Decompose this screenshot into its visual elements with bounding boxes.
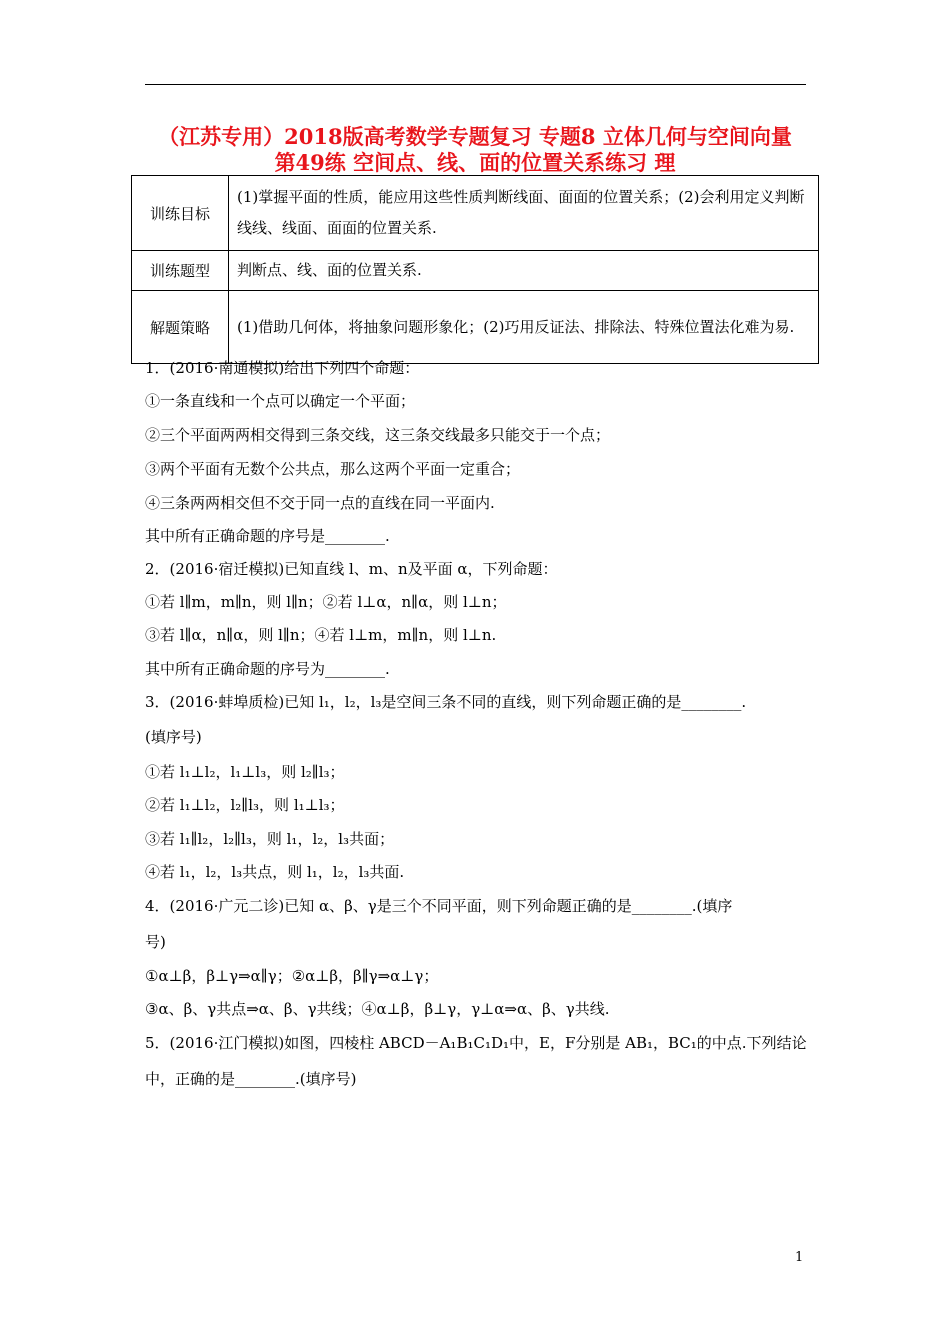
question-line: ③若 l∥α，n∥α，则 l∥n；④若 l⊥m，m∥n，则 l⊥n. <box>145 626 497 644</box>
question-line: ③若 l₁∥l₂，l₂∥l₃，则 l₁，l₂，l₃共面； <box>145 830 395 848</box>
table-label: 解题策略 <box>132 291 229 364</box>
doc-title-line1: （江苏专用）2018版高考数学专题复习 专题8 立体几何与空间向量 <box>158 124 792 149</box>
question-line: 1．(2016·南通模拟)给出下列四个命题： <box>145 359 420 377</box>
header-rule <box>145 84 806 85</box>
training-goals-table <box>131 175 819 364</box>
table-label: 训练题型 <box>132 251 229 291</box>
question-line: ④若 l₁，l₂，l₃共点，则 l₁，l₂，l₃共面. <box>145 863 405 881</box>
table-content: (1)借助几何体，将抽象问题形象化；(2)巧用反证法、排除法、特殊位置法化难为易. <box>229 291 819 364</box>
question-line: 其中所有正确命题的序号为________. <box>145 660 390 678</box>
question-line: 5．(2016·江门模拟)如图，四棱柱 ABCD－A₁B₁C₁D₁中，E，F分别是 AB₁，BC₁的中点.下列结论 <box>145 1034 807 1052</box>
question-line: ③α、β、γ共点⇒α、β、γ共线；④α⊥β，β⊥γ，γ⊥α⇒α、β、γ共线. <box>145 1000 610 1018</box>
question-line: ④三条两两相交但不交于同一点的直线在同一平面内. <box>145 494 495 512</box>
doc-title-line2: 第49练 空间点、线、面的位置关系练习 理 <box>274 150 676 175</box>
table-row <box>132 251 819 291</box>
table-row <box>132 176 819 251</box>
question-line: (填序号) <box>145 728 202 746</box>
question-line: ①若 l∥m，m∥n，则 l∥n；②若 l⊥α，n∥α，则 l⊥n； <box>145 593 507 611</box>
question-line: 号) <box>145 933 166 951</box>
question-line: ②三个平面两两相交得到三条交线，这三条交线最多只能交于一个点； <box>145 426 611 444</box>
question-line: ②若 l₁⊥l₂，l₂∥l₃，则 l₁⊥l₃； <box>145 796 345 814</box>
question-line: 3．(2016·蚌埠质检)已知 l₁，l₂，l₃是空间三条不同的直线，则下列命题正确的是________. <box>145 693 747 711</box>
question-line: 4．(2016·广元二诊)已知 α、β、γ是三个不同平面，则下列命题正确的是________.(填序 <box>145 897 733 915</box>
question-line: ①α⊥β，β⊥γ⇒α∥γ；②α⊥β，β∥γ⇒α⊥γ； <box>145 967 439 985</box>
table-content: 判断点、线、面的位置关系. <box>229 251 819 291</box>
question-line: 其中所有正确命题的序号是________. <box>145 527 390 545</box>
question-line: ①一条直线和一个点可以确定一个平面； <box>145 392 416 410</box>
question-line: ③两个平面有无数个公共点，那么这两个平面一定重合； <box>145 460 521 478</box>
table-content: (1)掌握平面的性质，能应用这些性质判断线面、面面的位置关系；(2)会利用定义判断线线、线面、面面的位置关系. <box>229 176 819 251</box>
question-line: ①若 l₁⊥l₂，l₁⊥l₃，则 l₂∥l₃； <box>145 763 345 781</box>
question-line: 2．(2016·宿迁模拟)已知直线 l、m、n及平面 α，下列命题： <box>145 560 558 578</box>
table-label: 训练目标 <box>132 176 229 251</box>
question-line: 中，正确的是________.(填序号) <box>145 1070 357 1088</box>
table-row <box>132 291 819 364</box>
page-number: 1 <box>795 1250 804 1265</box>
